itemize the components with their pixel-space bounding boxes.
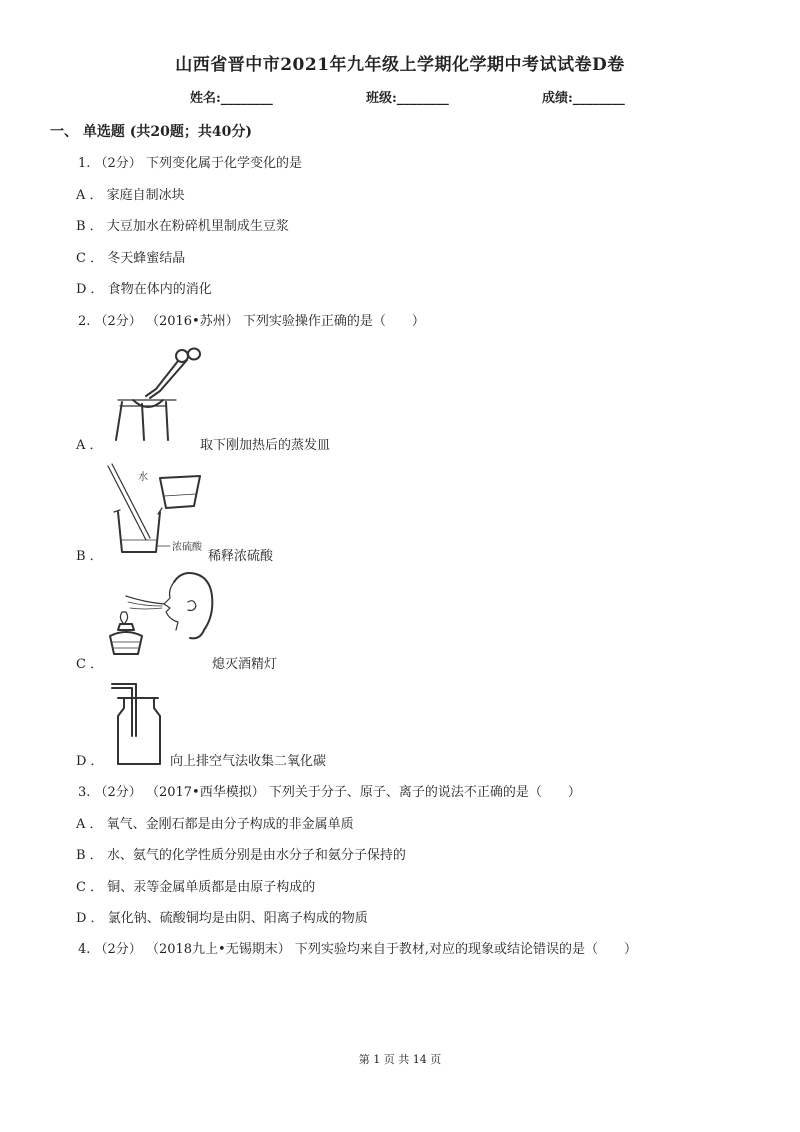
question-3-stem: 3. （2分） （2017•西华模拟） 下列关于分子、原子、离子的说法不正确的是（ ） [78,785,581,800]
question-2-option-a-letter: A ． [76,438,103,453]
question-1-option-c: C ． 冬天蜂蜜结晶 [76,251,186,266]
question-1-option-a: A ． 家庭自制冰块 [76,188,185,203]
question-2-option-b-letter: B ． [76,549,103,564]
question-1-option-b: B ． 大豆加水在粉碎机里制成生豆浆 [76,219,289,234]
question-1-stem: 1. （2分） 下列变化属于化学变化的是 [78,156,302,171]
class-field-label: 班级:________ [366,91,449,106]
question-3-option-c: C ． 铜、汞等金属单质都是由原子构成的 [76,880,316,895]
page-title: 山西省晋中市2021年九年级上学期化学期中考试试卷D卷 [175,55,625,75]
dilution-figure [104,460,214,560]
water-label: 水 [138,472,148,483]
question-2-stem: 2. （2分） （2016•苏州） 下列实验操作正确的是（ ） [78,314,425,329]
question-2-option-b-text: 稀释浓硫酸 [208,549,274,564]
section-heading: 一、 单选题 (共20题；共40分) [50,124,252,140]
evaporating-dish-figure [108,342,208,447]
sulfuric-acid-label: 浓硫酸 [172,542,202,553]
question-2-option-d-text: 向上排空气法收集二氧化碳 [170,754,327,769]
page-footer: 第 1 页 共 14 页 [358,1053,442,1066]
question-3-option-b: B ． 水、氨气的化学性质分别是由水分子和氨分子保持的 [76,848,406,863]
gas-collection-figure [108,676,172,768]
question-4-stem: 4. （2分） （2018九上•无锡期末） 下列实验均来自于教材,对应的现象或结论错误的是（ ） [78,942,637,957]
question-2-option-d-letter: D ． [76,754,104,769]
question-2-option-c-letter: C ． [76,657,104,672]
question-3-option-a: A ． 氧气、金刚石都是由分子构成的非金属单质 [76,817,354,832]
question-1-option-d: D ． 食物在体内的消化 [76,282,212,297]
alcohol-lamp-figure [104,568,216,668]
question-3-option-d: D ． 氯化钠、硫酸铜均是由阴、阳离子构成的物质 [76,911,368,926]
score-field-label: 成绩:________ [542,91,625,106]
question-2-option-a-text: 取下刚加热后的蒸发皿 [200,438,331,453]
name-field-label: 姓名:________ [190,91,273,106]
question-2-option-c-text: 熄灭酒精灯 [212,657,278,672]
